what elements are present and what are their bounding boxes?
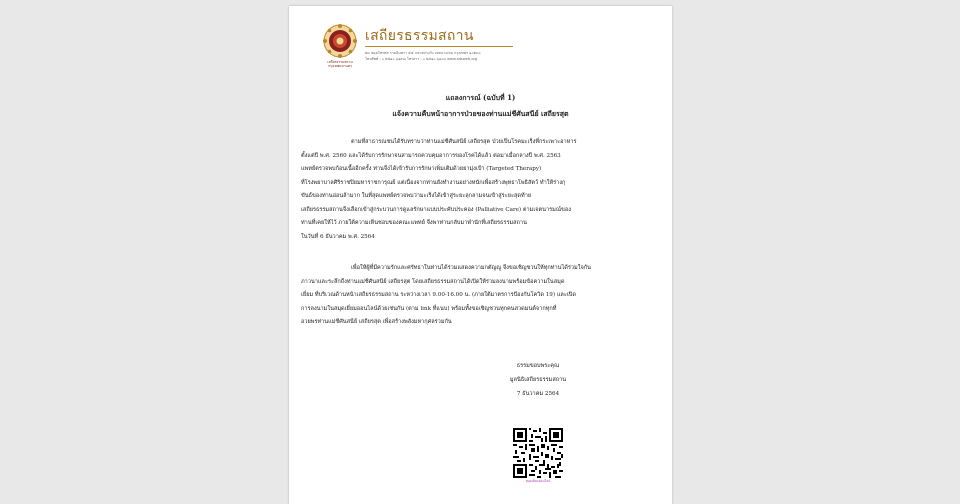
logo-caption: เสถียรธรรมสถาน กรุงเทพมหานคร [327,60,353,68]
paragraph-line: เยี่ยม ที่บริเวณด้านหน้าเสถียรธรรมสถาน ระหว่างเวลา 9.00-16.00 น. (ภายใต้มาตรการป้องกันโควิด 19) และเปิด [301,292,576,298]
document-page [289,6,672,504]
paragraph-line: ตามที่สาธารณชนได้รับทราบว่าท่านแม่ชีศันสนีย์ เสถียรสุต ป่วยเป็นโรคมะเร็งที่กระเพาะอาหาร [351,139,577,145]
header-divider [365,46,513,47]
paragraph-line: เสถียรธรรมสถานจึงเลือกเข้าสู่กระบวนการดูแลรักษาแบบประคับประคอง (Palliative Care) ตามเจตนารมณ์ของ [301,206,571,213]
paragraph-line: อวยพรท่านแม่ชีศันสนีย์ เสถียรสุต เพื่อสร้างพลังมหากุศลร่วมกัน [301,319,452,325]
organization-name: เสถียรธรรมสถาน [365,28,474,44]
statement-subtitle: แจ้งความคืบหน้าอาการป่วยของท่านแม่ชีศันสนีย์ เสถียรสุต [392,109,569,118]
paragraph-line: เพื่อให้ผู้ที่มีความรักและศรัทธาในท่านได้ร่วมแสดงความกตัญญู จึงขอเชิญชวนให้ทุกท่านได้ร่วมใจกัน [351,265,591,271]
paragraph-line: แพทย์ตรวจพบก้อนเนื้ออีกครั้ง ท่านจึงได้เข้ารับการรักษาเพิ่มเติมด้วยยามุ่งเป้า (Targeted Therapy) [301,166,542,172]
qr-code[interactable] [513,428,563,478]
contact-line: โทรศัพท์ : ๐ ๒๕๑๐ ๖๑๙๗ โทรสาร : ๐ ๒๕๑๐ ๖๑๐๓ www.sdsweb.org [365,57,478,61]
address-line: ๒๓ ซอยวัชรพล รามอินทรา ๕๕ แขวงท่าแร้ง เขตบางเขน กรุงเทพฯ ๑๐๒๓๐ [365,51,481,55]
signature-organization: มูลนิธิเสถียรธรรมสถาน [509,377,567,383]
paragraph-line: ภาวนาและระลึกถึงท่านแม่ชีศันสนีย์ เสถียรสุต โดยเสถียรธรรมสถานได้เปิดให้ร่วมลงนามพร้อมข้อความในสมุด [301,278,565,285]
paragraph-2 [301,262,638,330]
foundation-logo [322,23,358,59]
statement-title: แถลงการณ์ (ฉบับที่ 1) [445,93,516,102]
paragraph-line: ท่านที่เคยให้ไว้ ภายใต้ความเห็นชอบของคณะแพทย์ จึงพาท่านกลับมาพำนักที่เสถียรธรรมสถาน [301,220,527,226]
qr-caption-link[interactable]: สมุดเยี่ยมออนไลน์ [525,479,551,483]
signature-closing: ธรรมขอบพระคุณ [516,363,560,369]
signature-date: 7 ธันวาคม 2564 [516,391,560,397]
paragraph-line: การลงนามในสมุดเยี่ยมออนไลน์ด้วยเช่นกัน (ตาม link ที่แนบ) พร้อมทั้งขอเชิญชวนทุกคนสวดมนต์จากทุกที่ [301,305,557,312]
paragraph-line: ที่โรงพยาบาลศิริราชปิยมหาราชการุณย์ แต่เนื่องจากท่านยังทำงานอย่างหนักเพื่อสร้างพุทธาโพธิสัตว์ ทำให้ร่างกุ [301,179,566,186]
paragraph-1 [301,136,638,244]
paragraph-line: ในวันที่ 6 ธันวาคม พ.ศ. 2564 [301,233,375,240]
paragraph-line: ตั้งแต่ปี พ.ศ. 2560 และได้รับการรักษาจนสามารถควบคุมอาการของโรคได้แล้ว ต่อมาเมื่อกลางปี พ.ศ. 2563 [301,152,561,159]
paragraph-line: ขันธ์ของท่านอ่อนล้ามาก ในที่สุดแพทย์ตรวจพบว่ามะเร็งได้เข้าสู่ระยะลุกลามจนเข้าสู่ระยะสุดท้าย [301,193,532,199]
